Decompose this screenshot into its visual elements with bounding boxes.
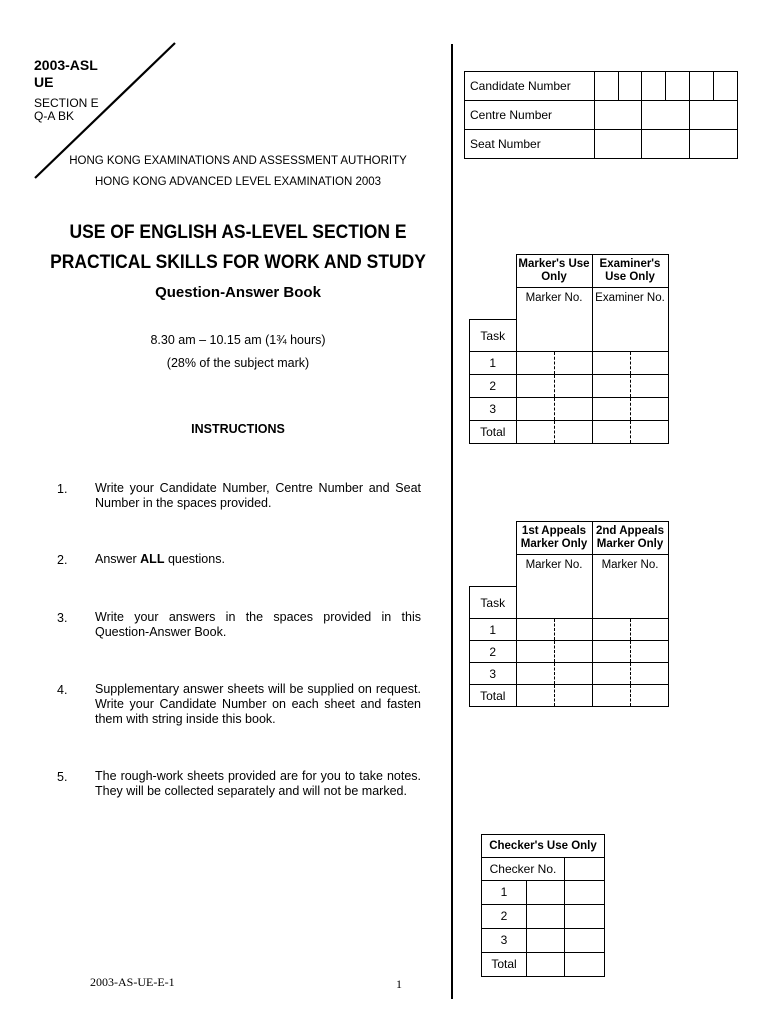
instruction-text-post: questions.	[164, 552, 225, 566]
checker-score-cell[interactable]	[565, 905, 605, 929]
seat-number-box[interactable]	[594, 130, 642, 159]
instruction-number: 5.	[57, 770, 68, 784]
candidate-number-box[interactable]	[714, 72, 738, 101]
checker-score-cell[interactable]	[527, 929, 564, 952]
checker-table	[481, 834, 605, 977]
score-cell[interactable]	[516, 685, 554, 707]
score-cell[interactable]	[554, 398, 592, 421]
exam-weight: (28% of the subject mark)	[166, 356, 310, 370]
candidate-number-box[interactable]	[666, 72, 690, 101]
checker-score-cell[interactable]	[527, 881, 564, 904]
page-divider	[451, 44, 453, 999]
task-label: Task	[470, 320, 517, 352]
score-cell[interactable]	[554, 641, 592, 663]
candidate-number-box[interactable]	[594, 72, 618, 101]
centre-number-box[interactable]	[594, 101, 642, 130]
candidate-number-box[interactable]	[618, 72, 642, 101]
instruction-text	[95, 552, 421, 567]
score-cell[interactable]	[554, 685, 592, 707]
paper-code-line2: UE	[34, 74, 54, 90]
title-line1: USE OF ENGLISH AS-LEVEL SECTION E	[69, 222, 407, 243]
instruction-number: 1.	[57, 482, 68, 496]
score-cell[interactable]	[592, 619, 630, 641]
first-appeals-marker-no-box[interactable]: Marker No.	[516, 555, 592, 619]
score-cell[interactable]	[516, 375, 554, 398]
instruction-number: 3.	[57, 611, 68, 625]
score-cell[interactable]	[630, 352, 668, 375]
instructions-heading: INSTRUCTIONS	[191, 422, 285, 436]
book-subtitle: Question-Answer Book	[155, 284, 321, 301]
score-cell[interactable]	[630, 663, 668, 685]
score-cell[interactable]	[630, 375, 668, 398]
instruction-text: Write your Candidate Number, Centre Number and Seat Number in the spaces provided.	[95, 481, 421, 510]
instruction-number: 4.	[57, 683, 68, 697]
section-code-line2: Q-A BK	[34, 109, 75, 123]
task-label: Task	[470, 587, 517, 619]
centre-number-box[interactable]	[642, 101, 690, 130]
score-cell[interactable]	[630, 398, 668, 421]
score-cell[interactable]	[630, 619, 668, 641]
appeals-marker-table	[469, 521, 669, 707]
score-cell[interactable]	[516, 641, 554, 663]
score-cell[interactable]	[516, 663, 554, 685]
examiner-use-header: Examiner's Use Only	[592, 255, 668, 288]
score-cell[interactable]	[592, 685, 630, 707]
footer-paper-code: 2003-AS-UE-E-1	[90, 975, 175, 989]
score-cell[interactable]	[592, 375, 630, 398]
corner-diagonal-line	[0, 0, 200, 200]
score-cell[interactable]	[516, 619, 554, 641]
checker-row-label	[482, 881, 565, 905]
task-row-label: 3	[470, 398, 517, 421]
score-cell[interactable]	[592, 641, 630, 663]
centre-number-box[interactable]	[690, 101, 738, 130]
task-row-label: 2	[470, 641, 517, 663]
instruction-text: The rough-work sheets provided are for you to take notes. They will be collected separately and will not be marked.	[95, 769, 421, 798]
checker-use-header: Checker's Use Only	[482, 835, 605, 858]
checker-score-cell[interactable]	[565, 881, 605, 905]
seat-number-box[interactable]	[642, 130, 690, 159]
instruction-number: 2.	[57, 553, 68, 567]
seat-number-label: Seat Number	[465, 130, 595, 159]
score-cell[interactable]	[592, 663, 630, 685]
checker-no-box[interactable]	[565, 858, 605, 881]
task-row-label: 1	[470, 352, 517, 375]
score-cell[interactable]	[516, 421, 554, 444]
exam-name: HONG KONG ADVANCED LEVEL EXAMINATION 2003	[94, 176, 382, 188]
paper-code	[34, 57, 98, 91]
score-cell[interactable]	[516, 352, 554, 375]
score-cell[interactable]	[630, 641, 668, 663]
instruction-text: Write your answers in the spaces provided in this Question-Answer Book.	[95, 610, 421, 639]
score-cell[interactable]	[554, 663, 592, 685]
first-appeals-header: 1st Appeals Marker Only	[516, 522, 592, 555]
exam-time: 8.30 am – 10.15 am (1¾ hours)	[150, 333, 326, 347]
checker-row-number: 3	[482, 929, 527, 952]
score-cell[interactable]	[554, 421, 592, 444]
score-cell[interactable]	[554, 375, 592, 398]
instruction-text-bold: ALL	[140, 552, 165, 566]
checker-row-label	[482, 929, 565, 953]
score-cell[interactable]	[592, 421, 630, 444]
score-cell[interactable]	[630, 685, 668, 707]
checker-score-cell[interactable]	[565, 929, 605, 953]
instruction-text-pre: Answer	[95, 552, 141, 566]
candidate-number-box[interactable]	[690, 72, 714, 101]
task-row-label: Total	[470, 685, 517, 707]
score-cell[interactable]	[592, 352, 630, 375]
centre-number-label: Centre Number	[465, 101, 595, 130]
score-cell[interactable]	[516, 398, 554, 421]
score-cell[interactable]	[630, 421, 668, 444]
checker-score-cell[interactable]	[527, 905, 564, 928]
checker-row-label	[482, 905, 565, 929]
score-cell[interactable]	[554, 619, 592, 641]
checker-score-cell[interactable]	[565, 953, 605, 977]
checker-no-label: Checker No.	[482, 858, 565, 881]
marker-examiner-table	[469, 254, 669, 444]
candidate-number-box[interactable]	[642, 72, 666, 101]
second-appeals-marker-no-box[interactable]: Marker No.	[592, 555, 668, 619]
marker-no-box[interactable]: Marker No.	[516, 288, 592, 352]
examiner-no-box[interactable]: Examiner No.	[592, 288, 668, 352]
title-line2: PRACTICAL SKILLS FOR WORK AND STUDY	[50, 252, 426, 273]
marker-use-header: Marker's Use Only	[516, 255, 592, 288]
page-number: 1	[396, 977, 402, 991]
section-code-line1: SECTION E	[34, 96, 99, 110]
authority-name: HONG KONG EXAMINATIONS AND ASSESSMENT AUTHORITY	[69, 155, 407, 167]
checker-row-number: Total	[482, 953, 527, 976]
task-row-label: 3	[470, 663, 517, 685]
instruction-text: Supplementary answer sheets will be supplied on request. Write your Candidate Number on each sheet and fasten them with string inside this book.	[95, 682, 421, 726]
candidate-number-label: Candidate Number	[465, 72, 595, 101]
candidate-info-table	[464, 71, 738, 159]
seat-number-box[interactable]	[690, 130, 738, 159]
score-cell[interactable]	[554, 352, 592, 375]
checker-row-number: 1	[482, 881, 527, 904]
paper-code-line1: 2003-ASL	[34, 57, 98, 73]
task-row-label: Total	[470, 421, 517, 444]
section-code	[34, 97, 99, 123]
score-cell[interactable]	[592, 398, 630, 421]
checker-row-number: 2	[482, 905, 527, 928]
second-appeals-header: 2nd Appeals Marker Only	[592, 522, 668, 555]
checker-row-label	[482, 953, 565, 977]
task-row-label: 1	[470, 619, 517, 641]
checker-score-cell[interactable]	[527, 953, 564, 976]
task-row-label: 2	[470, 375, 517, 398]
